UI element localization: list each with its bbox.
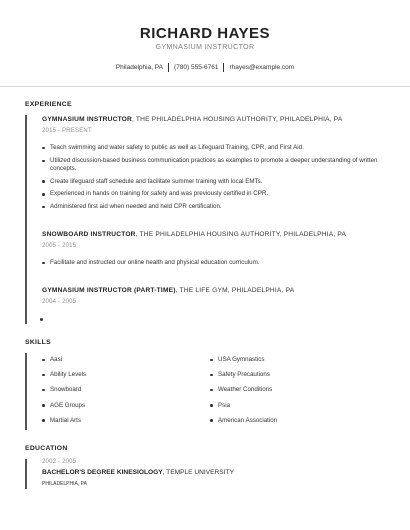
bullet-dot bbox=[40, 318, 43, 321]
education-heading: EDUCATION bbox=[25, 445, 68, 452]
candidate-name: RICHARD HAYES bbox=[139, 25, 271, 42]
skill-item: Weather Conditions bbox=[210, 386, 370, 401]
contact-divider bbox=[168, 63, 169, 72]
job-entry bbox=[42, 231, 387, 272]
job-role: GYMNASIUM INSTRUCTOR (PART-TIME) bbox=[42, 287, 176, 294]
job-heading bbox=[42, 287, 387, 294]
job-dates: 2015 - PRESENT bbox=[42, 128, 92, 134]
job-dates: 2005 - 2015 bbox=[42, 243, 77, 249]
job-entry bbox=[42, 287, 387, 305]
job-entry bbox=[42, 116, 387, 216]
education-degree: BACHELOR'S DEGREE KINESIOLOGY bbox=[42, 469, 163, 476]
skill-item: Aasi bbox=[42, 356, 202, 371]
contact-line bbox=[0, 63, 410, 72]
skill-item: American Association bbox=[210, 417, 370, 432]
experience-bar bbox=[25, 115, 27, 324]
header-divider bbox=[0, 86, 410, 87]
skill-item: Safety Precautions bbox=[210, 371, 370, 386]
candidate-title: GYMNASIUM INSTRUCTOR bbox=[155, 44, 255, 51]
skill-item: AGE Groups bbox=[42, 402, 202, 417]
contact-location: Philadelphia, PA bbox=[115, 64, 163, 72]
job-bullet: Teach swimming and water safety to public as well as Lifeguard Training, CPR, and First Aid. bbox=[42, 144, 387, 152]
job-bullet: Utilized discussion-based business communication practices as examples to promote a deeper understanding of written concepts. bbox=[42, 157, 387, 173]
skills-bar bbox=[25, 353, 27, 430]
job-heading bbox=[42, 116, 387, 123]
resume-header bbox=[0, 0, 410, 88]
skills-column-right bbox=[210, 356, 370, 432]
job-employer: , THE PHILADELPHIA HOUSING AUTHORITY, PHILADELPHIA, PA bbox=[135, 231, 347, 238]
education-entry bbox=[42, 459, 372, 487]
skill-item: Snowboard bbox=[42, 386, 202, 401]
experience-heading: EXPERIENCE bbox=[25, 101, 72, 108]
skill-item: Psia bbox=[210, 402, 370, 417]
contact-divider bbox=[223, 63, 224, 72]
job-heading bbox=[42, 231, 387, 238]
education-location: PHILADELPHIA, PA bbox=[42, 481, 87, 487]
skills-column-left bbox=[42, 356, 202, 432]
job-bullet: Create lifeguard staff schedule and facilitate summer training with local EMTs. bbox=[42, 178, 387, 186]
job-bullets bbox=[42, 144, 387, 211]
skill-item: Martial Arts bbox=[42, 417, 202, 432]
education-school: , TEMPLE UNIVERSITY bbox=[162, 469, 234, 476]
education-heading-line bbox=[42, 469, 372, 476]
job-role: SNOWBOARD INSTRUCTOR bbox=[42, 231, 136, 238]
job-dates: 2004 - 2005 bbox=[42, 299, 77, 305]
skills-heading: SKILLS bbox=[25, 339, 51, 346]
job-bullet: Administered first aid when needed and held CPR certification. bbox=[42, 203, 387, 211]
skill-item: Ability Levels bbox=[42, 371, 202, 386]
contact-phone: (780) 555-6761 bbox=[174, 64, 219, 72]
job-employer: , THE LIFE GYM, PHILADELPHIA, PA bbox=[175, 287, 295, 294]
job-bullet: Experienced in hands on training for safety and was previously certified in CPR. bbox=[42, 190, 387, 198]
job-bullet: Facilitate and instructed our online health and physical education curriculum. bbox=[42, 259, 387, 267]
education-dates: 2002 - 2005 bbox=[42, 459, 77, 465]
job-bullets bbox=[42, 259, 387, 267]
skill-item: USA Gymnastics bbox=[210, 356, 370, 371]
job-role: GYMNASIUM INSTRUCTOR bbox=[42, 116, 132, 123]
contact-email[interactable]: rhayes@example.com bbox=[229, 64, 295, 72]
education-bar bbox=[25, 459, 27, 489]
job-employer: , THE PHILADELPHIA HOUSING AUTHORITY, PHILADELPHIA, PA bbox=[131, 116, 343, 123]
